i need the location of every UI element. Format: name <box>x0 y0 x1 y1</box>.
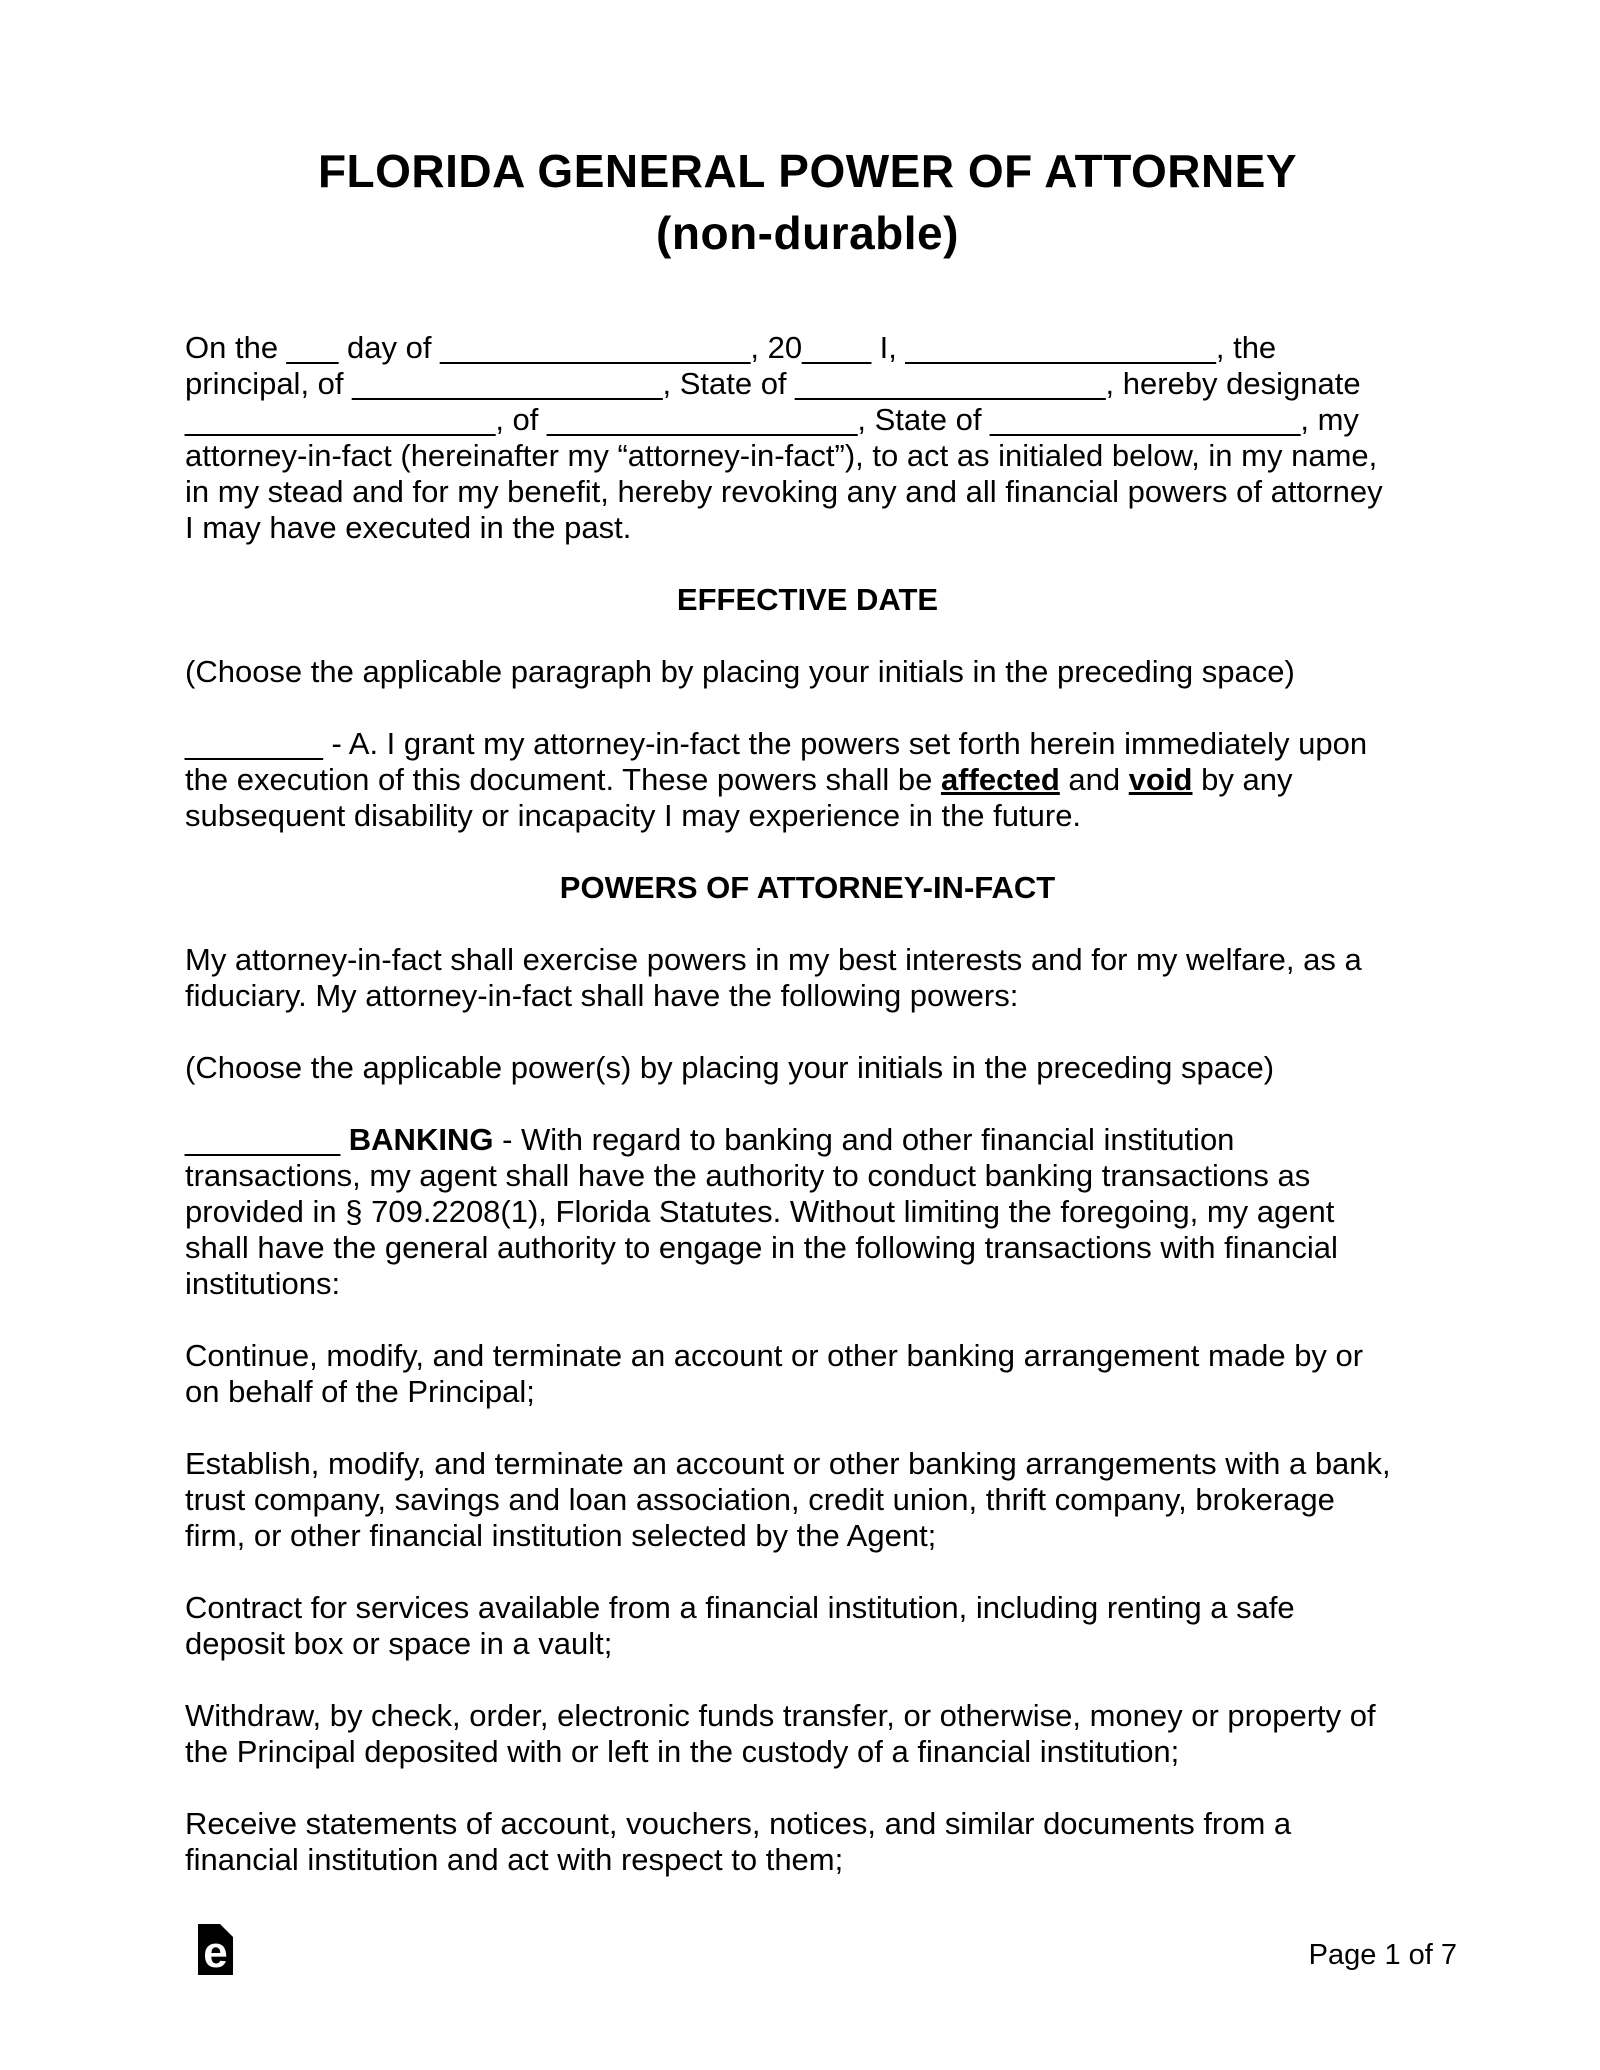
text-segment: Withdraw, by check, order, electronic funds transfer, or otherwise, money or property of <box>185 1698 1376 1733</box>
text-segment: institutions: <box>185 1266 341 1301</box>
text-line <box>185 798 1430 834</box>
text-segment: Establish, modify, and terminate an account or other banking arrangements with a bank, <box>185 1446 1391 1481</box>
text-segment: and <box>1059 762 1129 797</box>
text-line <box>185 402 1430 438</box>
text-line <box>185 1266 1430 1302</box>
text-segment: deposit box or space in a vault; <box>185 1626 613 1661</box>
text-line <box>185 438 1430 474</box>
banking-power-paragraph <box>185 1122 1430 1302</box>
text-line <box>185 1122 1430 1158</box>
banking-item-continue-accounts <box>185 1338 1430 1410</box>
text-segment: in my stead and for my benefit, hereby revoking any and all financial powers of attorney <box>185 474 1383 509</box>
text-line <box>185 1518 1430 1554</box>
text-line <box>185 1446 1430 1482</box>
text-segment: by any <box>1192 762 1293 797</box>
text-segment: firm, or other financial institution selected by the Agent; <box>185 1518 937 1553</box>
text-segment: fiduciary. My attorney-in-fact shall have the following powers: <box>185 978 1019 1013</box>
text-line <box>185 366 1430 402</box>
text-segment: trust company, savings and loan association, credit union, thrift company, brokerage <box>185 1482 1335 1517</box>
text-segment: ________ - A. I grant my attorney-in-fact the powers set forth herein immediately upon <box>185 726 1368 761</box>
text-line <box>185 1482 1430 1518</box>
heading-effective-date: EFFECTIVE DATE <box>676 582 939 617</box>
text-line <box>185 1806 1430 1842</box>
text-segment: financial institution and act with respect to them; <box>185 1842 844 1877</box>
text-line <box>185 1194 1430 1230</box>
text-line <box>185 1374 1430 1410</box>
document-title <box>185 140 1430 264</box>
powers-intro-paragraph <box>185 942 1430 1014</box>
effective-option-a-paragraph <box>185 726 1430 834</box>
text-line <box>185 1698 1430 1734</box>
text-line <box>185 762 1430 798</box>
banking-item-contract-services <box>185 1590 1430 1662</box>
text-segment: On the ___ day of __________________, 20____ I, __________________, the <box>185 330 1277 365</box>
text-segment: BANKING <box>348 1122 494 1157</box>
heading-powers-of-attorney-in-fact: POWERS OF ATTORNEY-IN-FACT <box>559 870 1056 905</box>
text-line <box>185 330 1430 366</box>
text-segment: on behalf of the Principal; <box>185 1374 535 1409</box>
text-segment: (Choose the applicable power(s) by placing your initials in the preceding space) <box>185 1050 1275 1085</box>
text-line <box>185 1626 1430 1662</box>
text-line <box>185 654 1430 690</box>
text-line <box>185 1050 1430 1086</box>
text-line <box>185 1842 1430 1878</box>
document-content <box>185 140 1430 1914</box>
banking-item-receive-statements <box>185 1806 1430 1878</box>
text-line <box>185 1158 1430 1194</box>
text-segment: _________ <box>185 1122 349 1157</box>
text-segment: My attorney-in-fact shall exercise powers in my best interests and for my welfare, as a <box>185 942 1362 977</box>
text-segment: principal, of __________________, State of __________________, hereby designate <box>185 366 1361 401</box>
text-segment: the Principal deposited with or left in the custody of a financial institution; <box>185 1734 1180 1769</box>
text-segment: Contract for services available from a financial institution, including renting a safe <box>185 1590 1295 1625</box>
choose-powers-note <box>185 1050 1430 1086</box>
text-segment: (Choose the applicable paragraph by placing your initials in the preceding space) <box>185 654 1295 689</box>
text-segment: subsequent disability or incapacity I may experience in the future. <box>185 798 1082 833</box>
text-segment: provided in § 709.2208(1), Florida Statutes. Without limiting the foregoing, my agent <box>185 1194 1335 1229</box>
eforms-document-logo-icon <box>198 1924 233 1975</box>
text-line <box>185 1230 1430 1266</box>
text-segment: transactions, my agent shall have the authority to conduct banking transactions as <box>185 1158 1311 1193</box>
title-line-1: FLORIDA GENERAL POWER OF ATTORNEY <box>317 145 1298 197</box>
text-line <box>185 474 1430 510</box>
text-segment: Continue, modify, and terminate an account or other banking arrangement made by or <box>185 1338 1364 1373</box>
text-line <box>185 978 1430 1014</box>
logo-letter: e <box>203 1927 228 1977</box>
text-segment: affected <box>940 762 1060 797</box>
text-line <box>185 1590 1430 1626</box>
text-segment: shall have the general authority to engage in the following transactions with financial <box>185 1230 1338 1265</box>
page-number-label: Page 1 of 7 <box>1308 1939 1457 1971</box>
text-segment: - With regard to banking and other financial institution <box>493 1122 1235 1157</box>
text-segment: Receive statements of account, vouchers, notices, and similar documents from a <box>185 1806 1292 1841</box>
intro-paragraph <box>185 330 1430 546</box>
text-segment: __________________, of __________________, State of __________________, my <box>185 402 1359 437</box>
choose-paragraph-note <box>185 654 1430 690</box>
text-segment: the execution of this document. These powers shall be <box>185 762 941 797</box>
text-line <box>185 942 1430 978</box>
text-line <box>185 1734 1430 1770</box>
text-line <box>185 1338 1430 1374</box>
banking-item-establish-accounts <box>185 1446 1430 1554</box>
text-segment: I may have executed in the past. <box>185 510 632 545</box>
text-segment: void <box>1128 762 1193 797</box>
text-line <box>185 510 1430 546</box>
title-line-2: (non-durable) <box>656 207 959 259</box>
banking-item-withdraw-funds <box>185 1698 1430 1770</box>
text-line <box>185 726 1430 762</box>
text-segment: attorney-in-fact (hereinafter my “attorney-in-fact”), to act as initialed below, in my name, <box>185 438 1378 473</box>
